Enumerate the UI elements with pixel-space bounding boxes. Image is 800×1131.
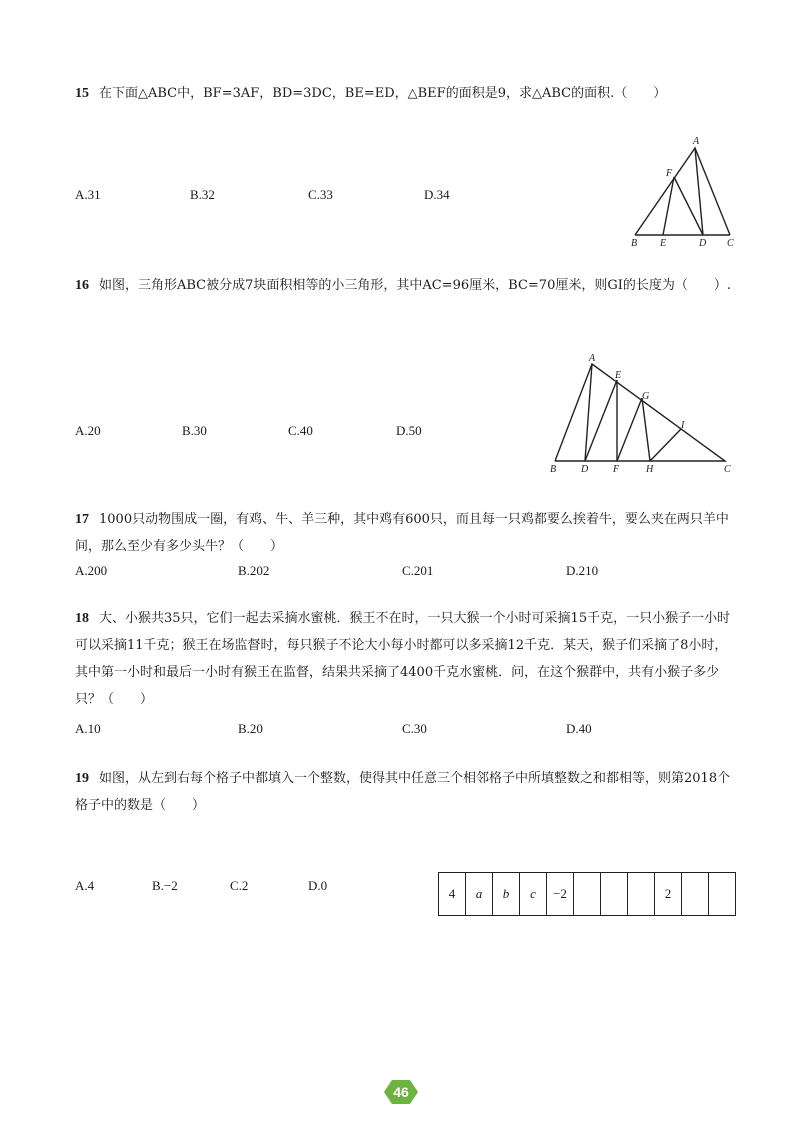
option-c: C.201 bbox=[402, 563, 434, 578]
option-d: D.50 bbox=[396, 423, 422, 438]
option-d: D.34 bbox=[424, 187, 450, 202]
question-number: 17 bbox=[75, 512, 89, 527]
option-c: C.30 bbox=[402, 721, 427, 736]
segment-hi bbox=[650, 429, 681, 461]
grid-cell: 2 bbox=[655, 873, 682, 915]
option-a: A.20 bbox=[75, 423, 101, 438]
label-c: C bbox=[727, 238, 734, 249]
option-b: B.20 bbox=[238, 721, 263, 736]
label-c: C bbox=[724, 464, 731, 475]
page-number: 46 bbox=[393, 1084, 409, 1100]
segment-gh bbox=[642, 398, 650, 461]
label-f: F bbox=[613, 464, 620, 475]
option-b: B.202 bbox=[238, 563, 270, 578]
grid-cell bbox=[574, 873, 601, 915]
option-a: A.10 bbox=[75, 721, 101, 736]
question-19 bbox=[75, 765, 735, 819]
label-b: B bbox=[631, 238, 638, 249]
question-number: 19 bbox=[75, 771, 89, 786]
option-d: D.0 bbox=[308, 878, 328, 893]
option-a: A.4 bbox=[75, 878, 95, 893]
page-number-badge bbox=[384, 1080, 418, 1104]
option-c: C.40 bbox=[288, 423, 313, 438]
grid-cell: a bbox=[466, 873, 493, 915]
question-17 bbox=[75, 506, 735, 560]
option-d: D.40 bbox=[566, 721, 592, 736]
grid-cell bbox=[709, 873, 735, 915]
label-b: B bbox=[550, 464, 557, 475]
option-a: A.200 bbox=[75, 563, 108, 578]
question-number: 16 bbox=[75, 278, 89, 293]
question-text: 如图，三角形ABC被分成7块面积相等的小三角形，其中AC=96厘米，BC=70厘米，则GI的长度为（ ）. bbox=[99, 278, 731, 293]
label-i: I bbox=[681, 420, 685, 431]
grid-cell: −2 bbox=[547, 873, 574, 915]
number-grid bbox=[438, 872, 736, 916]
question-text: 1000只动物围成一圈，有鸡、牛、羊三种，其中鸡有600只，而且每一只鸡都要么挨着牛，要么夹在两只羊中间，那么至少有多少头牛？（ ） bbox=[75, 512, 729, 554]
question-16 bbox=[75, 272, 735, 299]
grid-cell bbox=[601, 873, 628, 915]
label-a: A bbox=[693, 136, 700, 147]
question-18 bbox=[75, 605, 735, 713]
option-a: A.31 bbox=[75, 187, 101, 202]
grid-cell: b bbox=[493, 873, 520, 915]
option-b: B.30 bbox=[182, 423, 207, 438]
label-g: G bbox=[642, 391, 650, 402]
triangle-figure-16 bbox=[545, 348, 740, 482]
question-text: 在下面△ABC中，BF=3AF，BD=3DC，BE=ED，△BEF的面积是9，求△ABC的面积.（ ） bbox=[99, 86, 667, 101]
option-b: B.32 bbox=[190, 187, 215, 202]
label-e: E bbox=[660, 238, 667, 249]
option-c: C.33 bbox=[308, 187, 333, 202]
question-number: 18 bbox=[75, 611, 89, 626]
triangle-figure-15 bbox=[625, 130, 745, 254]
label-h: H bbox=[646, 464, 654, 475]
grid-cell bbox=[682, 873, 709, 915]
label-d: D bbox=[581, 464, 589, 475]
label-e: E bbox=[615, 370, 622, 381]
question-15 bbox=[75, 80, 735, 107]
question-text: 大、小猴共35只，它们一起去采摘水蜜桃．猴王不在时，一只大猴一个小时可采摘15千克，一只小猴子一小时可以采摘11千克；猴王在场监督时，每只猴子不论大小每小时都可以多采摘12千克．某天，猴子们采摘了8小时，其中第一小时和最后一小时有猴王在监督，结果共采摘了4400千克水蜜桃．问，在这个猴群中，共有小猴子多少只？（ ） bbox=[75, 611, 731, 707]
question-number: 15 bbox=[75, 86, 89, 101]
label-f: F bbox=[666, 168, 673, 179]
label-d: D bbox=[699, 238, 707, 249]
option-b: B.−2 bbox=[152, 878, 178, 893]
triangle-abc-outline bbox=[635, 148, 730, 235]
option-d: D.210 bbox=[566, 563, 599, 578]
grid-cell bbox=[628, 873, 655, 915]
option-c: C.2 bbox=[230, 878, 249, 893]
segment-fg bbox=[617, 398, 642, 461]
triangle-abc-outline bbox=[555, 364, 725, 461]
question-text: 如图，从左到右每个格子中都填入一个整数，使得其中任意三个相邻格子中所填整数之和都相等，则第2018个格子中的数是（ ） bbox=[75, 771, 731, 813]
label-a: A bbox=[589, 353, 596, 364]
grid-cell: 4 bbox=[439, 873, 466, 915]
grid-cell: c bbox=[520, 873, 547, 915]
